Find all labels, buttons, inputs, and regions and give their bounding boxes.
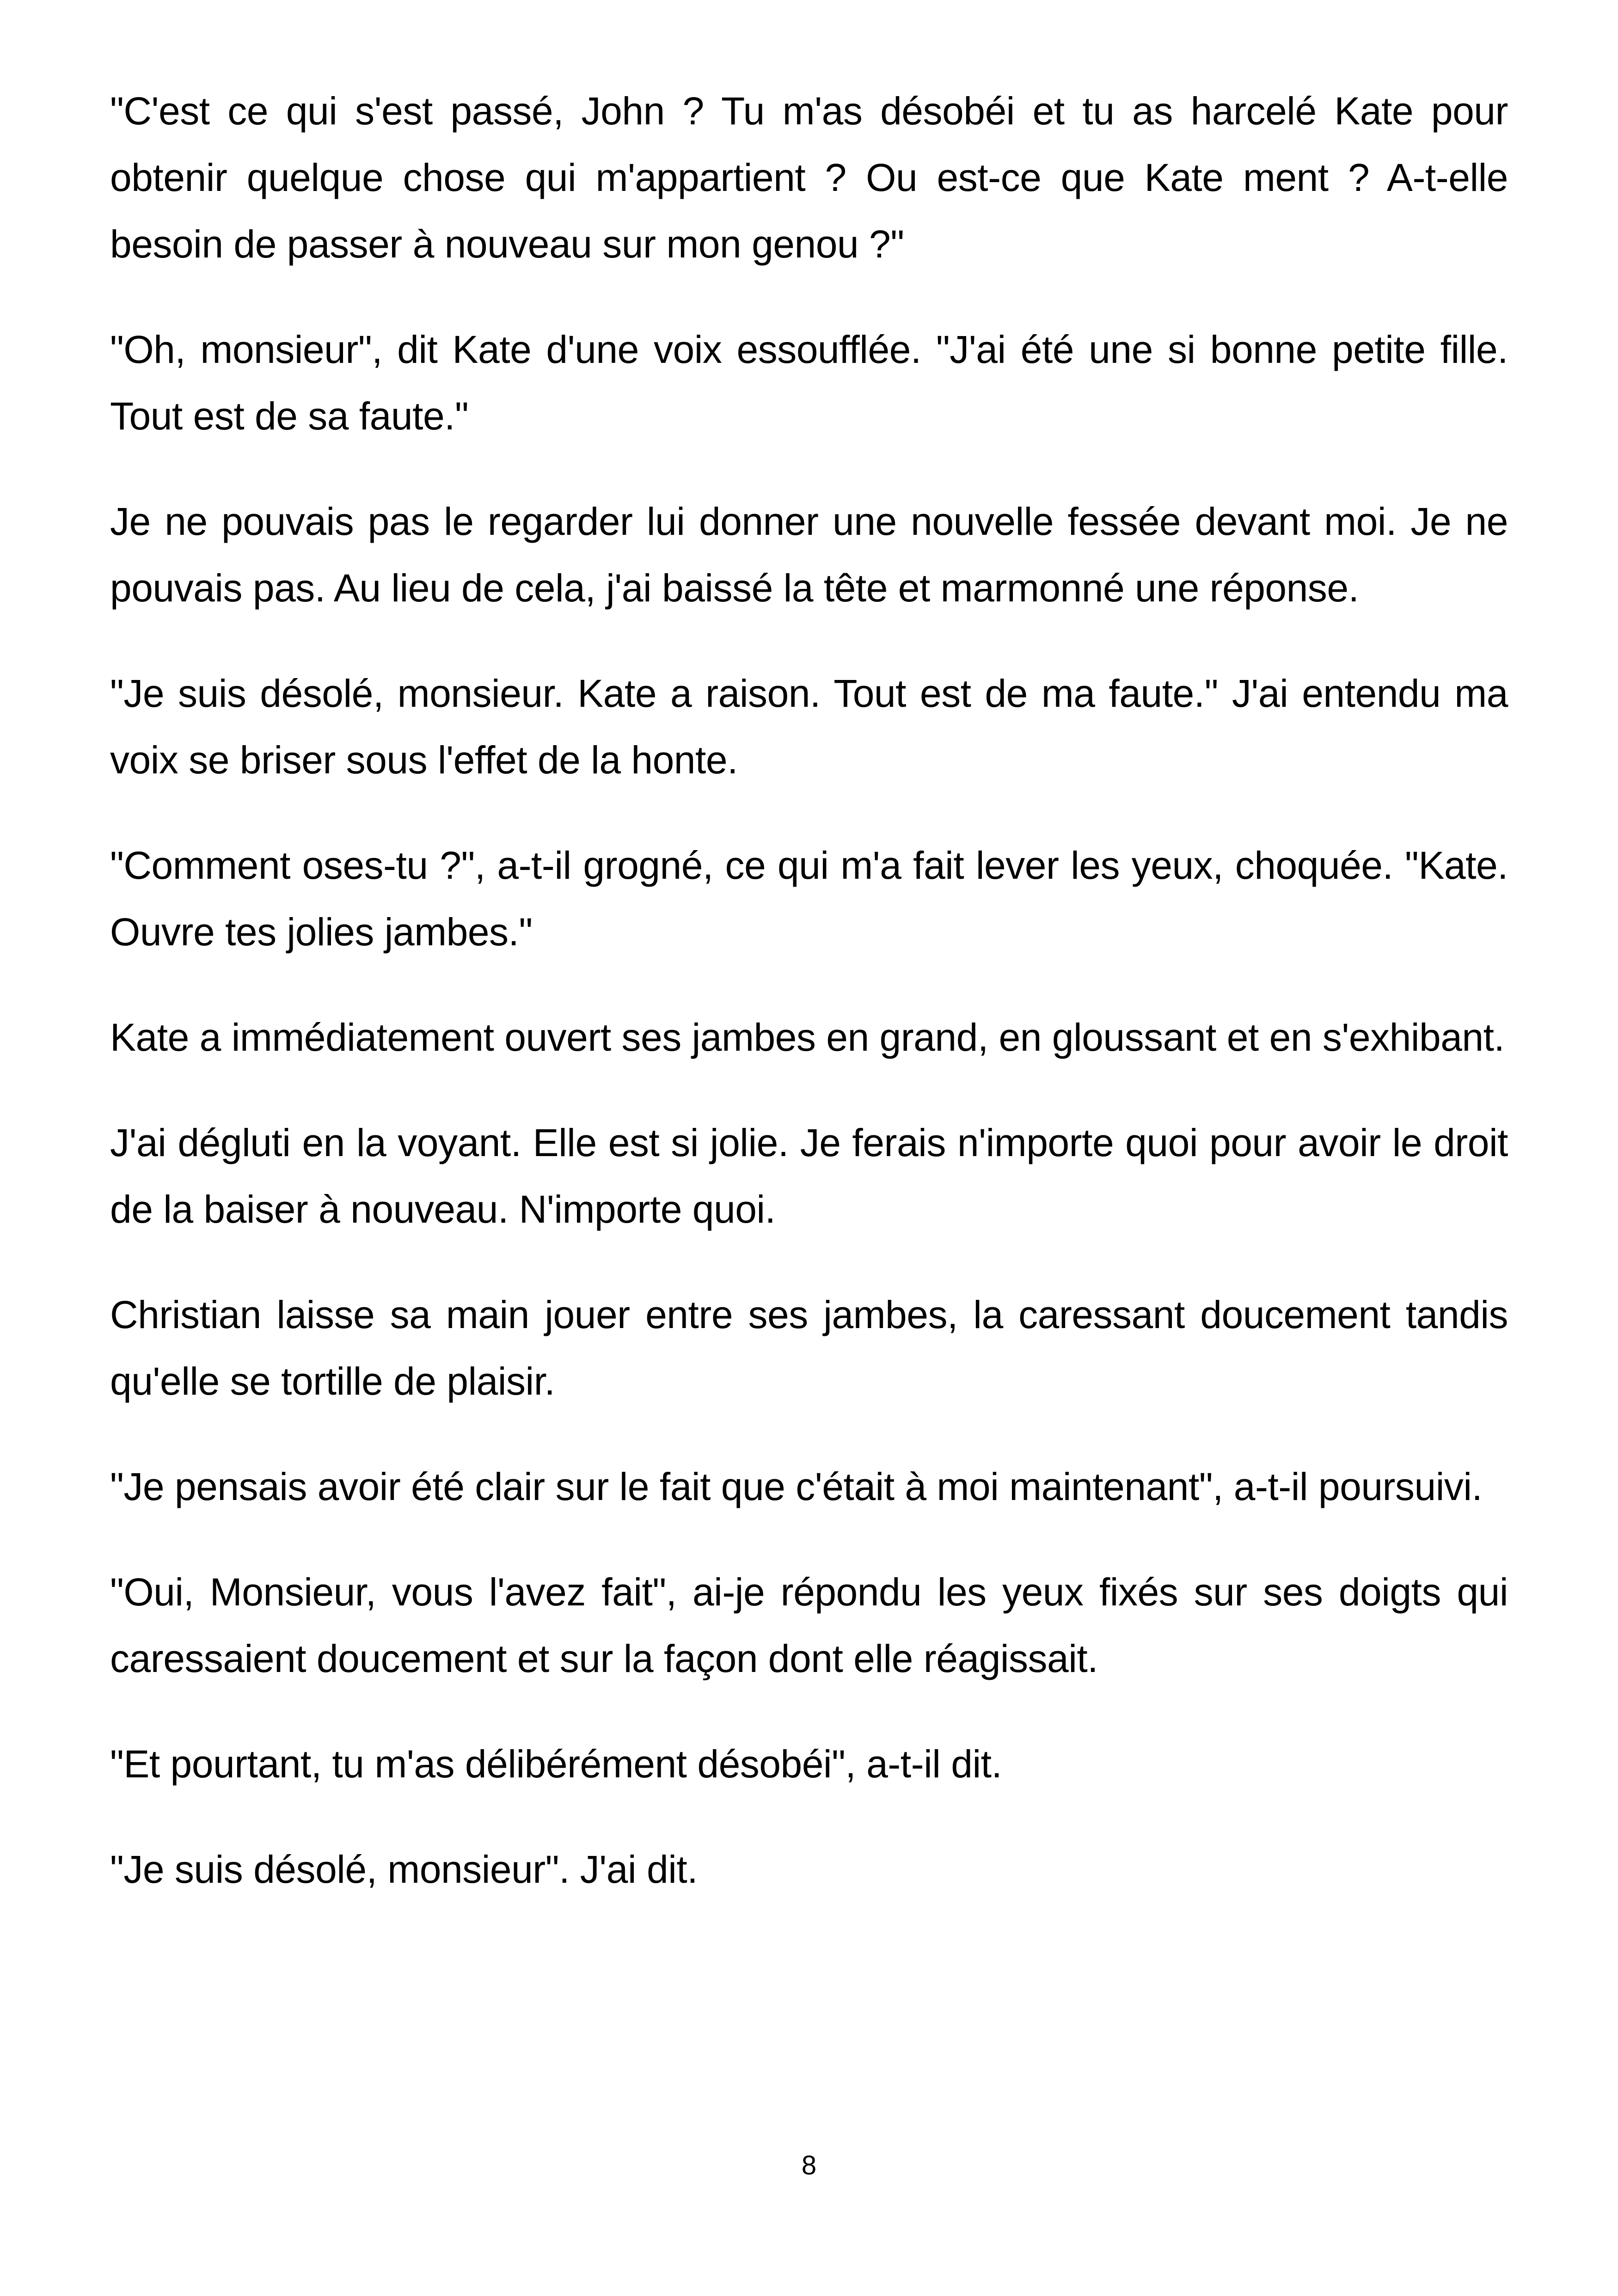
paragraph: Christian laisse sa main jouer entre ses jambes, la caressant doucement tandis qu'elle se tortille de plaisir. [110,1293,1508,1403]
paragraph: "Et pourtant, tu m'as délibérément désobéi", a-t-il dit. [110,1742,1002,1786]
paragraph: "Je pensais avoir été clair sur le fait que c'était à moi maintenant", a-t-il poursuivi. [110,1465,1483,1508]
paragraph: "Je suis désolé, monsieur". J'ai dit. [110,1848,698,1891]
paragraph: "Oui, Monsieur, vous l'avez fait", ai-je répondu les yeux fixés sur ses doigts qui caressaient doucement et sur la façon dont elle réagissait. [110,1570,1508,1680]
paragraph: "Je suis désolé, monsieur. Kate a raison. Tout est de ma faute." J'ai entendu ma voix se briser sous l'effet de la honte. [110,672,1508,782]
paragraph: "Oh, monsieur", dit Kate d'une voix essoufflée. "J'ai été une si bonne petite fille. Tout est de sa faute." [110,328,1508,438]
paragraph: J'ai dégluti en la voyant. Elle est si jolie. Je ferais n'importe quoi pour avoir le droit de la baiser à nouveau. N'importe quoi. [110,1121,1508,1231]
paragraph: Kate a immédiatement ouvert ses jambes en grand, en gloussant et en s'exhibant. [110,1016,1505,1059]
paragraph: "Comment oses-tu ?", a-t-il grogné, ce qui m'a fait lever les yeux, choquée. "Kate. Ouvre tes jolies jambes." [110,844,1508,954]
page-number: 8 [801,2150,817,2180]
page-body [110,78,1508,1903]
paragraph: Je ne pouvais pas le regarder lui donner une nouvelle fessée devant moi. Je ne pouvais pas. Au lieu de cela, j'ai baissé la tête et marmonné une réponse. [110,500,1508,610]
paragraph: "C'est ce qui s'est passé, John ? Tu m'as désobéi et tu as harcelé Kate pour obtenir quelque chose qui m'appartient ? Ou est-ce que Kate ment ? A-t-elle besoin de passer à nouveau sur mon genou ?" [110,89,1508,266]
